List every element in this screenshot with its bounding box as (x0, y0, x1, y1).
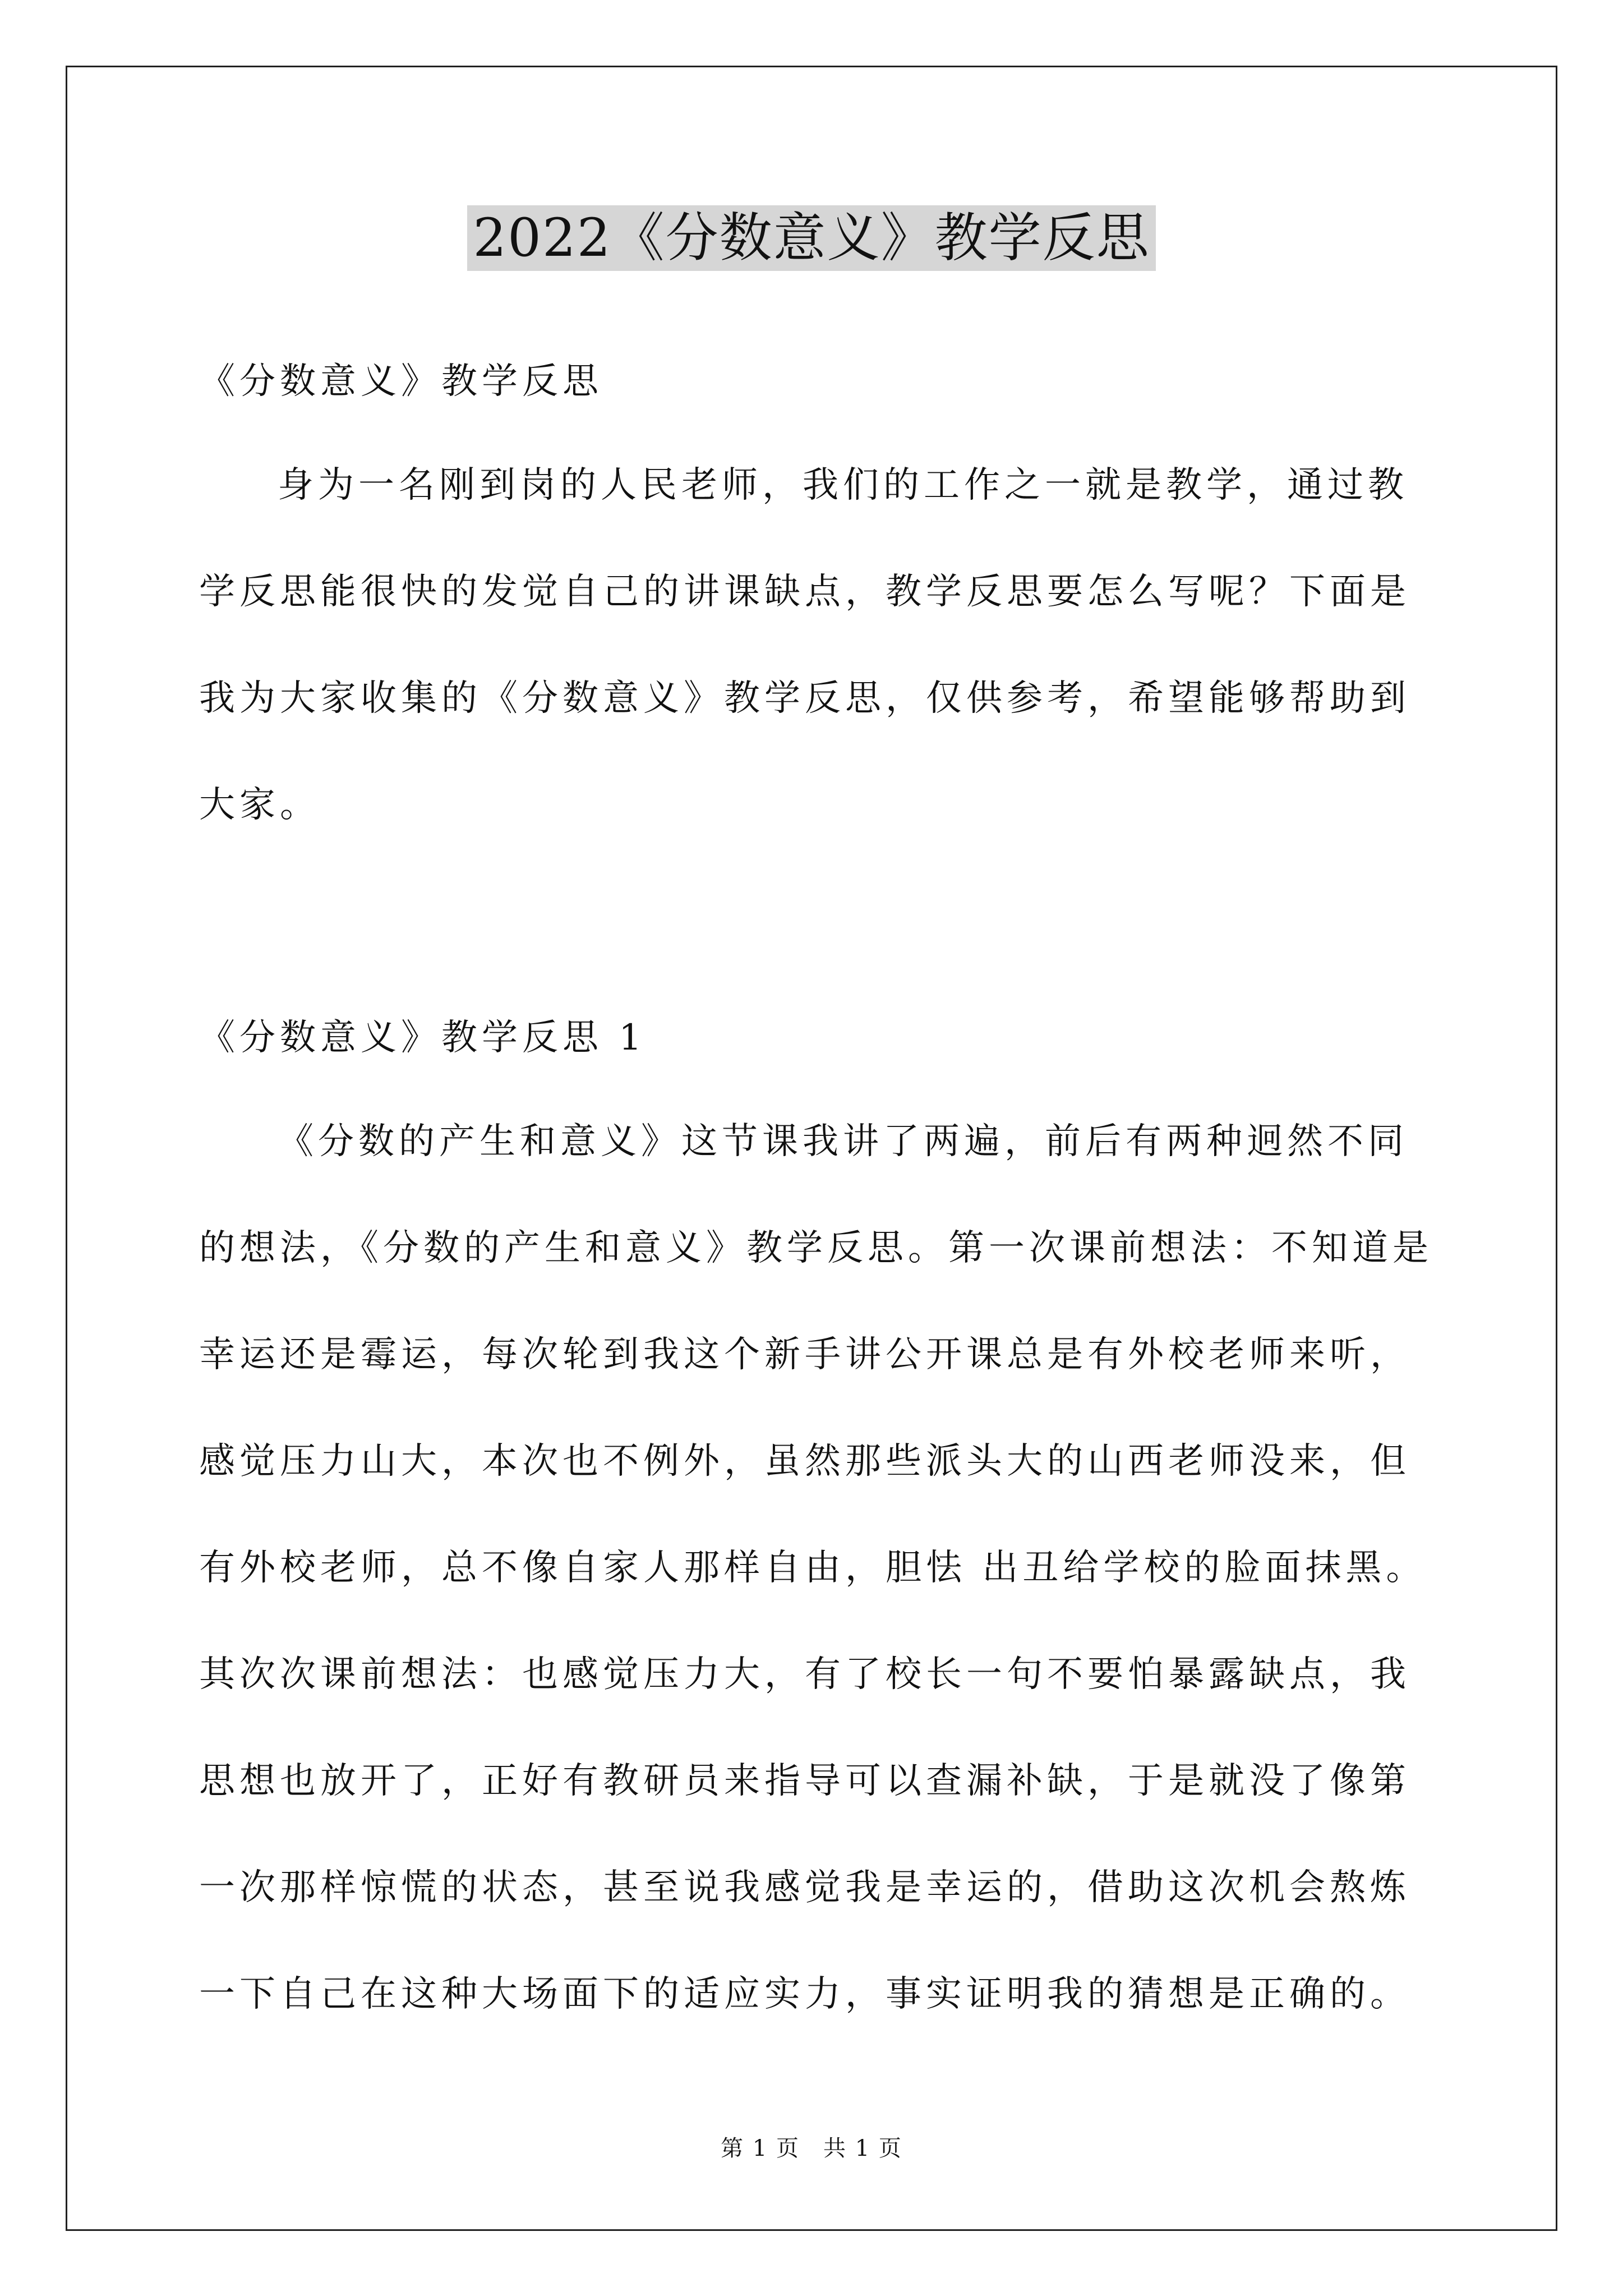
document-title-text: 2022《分数意义》教学反思 (467, 205, 1155, 271)
page-footer (0, 2132, 1623, 2165)
document-subtitle: 《分数意义》教学反思 (199, 361, 603, 402)
page-number-label: 第 1 页 共 1 页 (721, 2136, 902, 2161)
document-title (0, 202, 1623, 275)
section-paragraph: 《分数的产生和意义》这节课我讲了两遍，前后有两种迥然不同的想法，《分数的产生和意义》教学反思。第一次课前想法：不知道是幸运还是霉运，每次轮到我这个新手讲公开课总是有外校老师来听，感觉压力山大，本次也不例外，虽然那些派头大的山西老师没来，但有外校老师，总不像自家人那样自由，胆怯 出丑给学校的脸面抹黑。其次次课前想法：也感觉压力大，有了校长一句不要怕暴露缺点，我思想也放开了，正好有教研员来指导可以查漏补缺，于是就没了像第一次那样惊慌的状态，甚至说我感觉我是幸运的，借助这次机会熬炼一下自己在这种大场面下的适应实力，事实证明我的猜想是正确的。 (199, 1121, 1433, 2015)
intro-paragraph: 身为一名刚到岗的人民老师，我们的工作之一就是教学，通过教学反思能很快的发觉自己的讲课缺点，教学反思要怎么写呢？下面是我为大家收集的《分数意义》教学反思，仅供参考，希望能够帮助到大家。 (199, 464, 1410, 826)
section-heading: 《分数意义》教学反思 1 (199, 1017, 647, 1059)
